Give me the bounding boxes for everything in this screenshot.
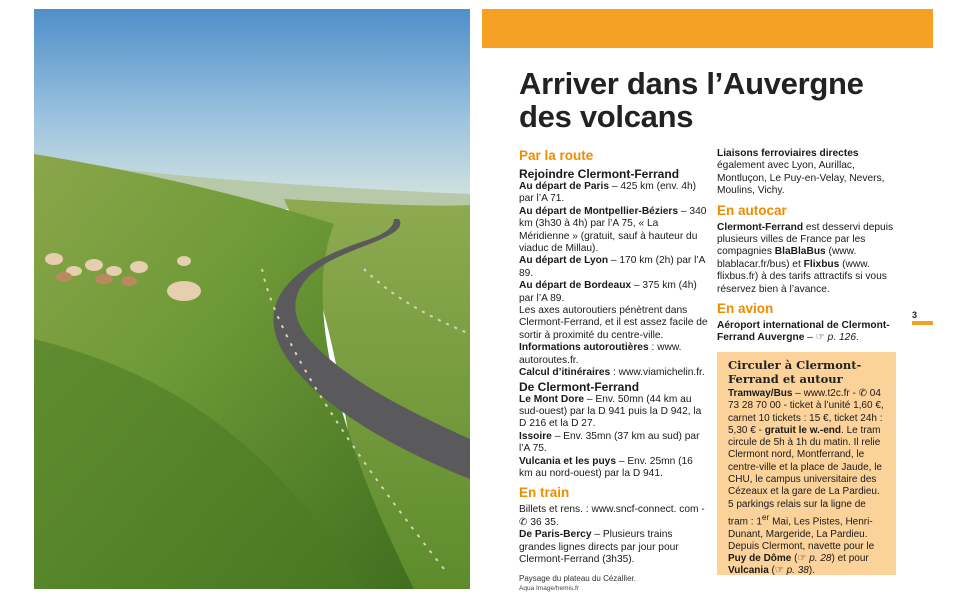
issoire-label: Issoire: [519, 430, 552, 442]
lyon-label: Au départ de Lyon: [519, 255, 609, 267]
page-number: 3: [912, 310, 918, 320]
montpellier-text: – 340 km (3h30 à 4h) par l’A 75, « La Méridienne » (gratuit, sauf à hauteur du viaduc de Millau).: [519, 205, 707, 255]
tram-entry: [728, 388, 887, 541]
vulcania-label: Vulcania et les puys: [519, 455, 617, 467]
puy-label: Puy de Dôme: [728, 553, 792, 565]
billets-text: Billets et rens. : www.sncf-connect. com -: [519, 504, 705, 516]
phone-icon: ✆: [858, 388, 870, 399]
parisbercy-entry: [519, 529, 709, 566]
photo-caption: [519, 574, 636, 594]
tram-free: gratuit le w.-end: [764, 424, 842, 436]
subheading-rejoindre: Rejoindre Clermont-Ferrand: [519, 167, 680, 181]
parisbercy-label: De Paris-Bercy: [519, 529, 592, 541]
page-title: Arriver dans l’Auvergne des volcans: [519, 66, 864, 134]
column-left: [519, 148, 709, 566]
montdore-text: – Env. 50mn (44 km au sud-ouest) par la D 941 puis la D 942, la D 216 et la D 27.: [519, 393, 702, 430]
autocar-text1: est desservi depuis plusieurs villes de France par les compagnies: [717, 221, 894, 258]
tram-text3: . Le tram circule de 5h à 1h du matin. Il relie Clermont nord, Montferrand, le centre-ville et la place de Jaude, le CHU, le campus universitaire des Cézeaux et la gare de La Pardieu. 5 parkings relais sur la ligne de tram : 1: [728, 424, 882, 528]
vulcania-entry: [519, 456, 709, 481]
orange-header-band: [482, 9, 933, 48]
see-reference-icon: ☞: [774, 565, 787, 577]
tram-label: Tramway/Bus: [728, 388, 793, 399]
tram-sup: er: [761, 511, 770, 522]
info-text: : www. autoroutes.fr.: [519, 342, 682, 366]
autocar-entry: [717, 222, 903, 296]
subheading-de-clermont: De Clermont-Ferrand: [519, 379, 640, 394]
autocar-text2: (www. blablacar.fr/bus) et: [717, 246, 857, 270]
axes-text: Les axes autoroutiers pénètrent dans Clermont-Ferrand, et il est assez facile de sortir à proximité du centre-ville.: [519, 305, 708, 341]
autocar-text3: (www. flixbus.fr) à des tarifs attractifs si vous réservez bien à l’avance.: [717, 258, 887, 295]
info-label: Informations autoroutières: [519, 342, 649, 354]
liaisons-entry: [717, 148, 903, 198]
airport-ref: p. 126: [827, 332, 856, 344]
heading-en-autocar: En autocar: [717, 202, 787, 218]
lyon-entry: [519, 255, 709, 280]
montdore-entry: [519, 394, 709, 431]
column-right: [717, 148, 903, 345]
billets-entry: [519, 504, 709, 529]
bordeaux-entry: [519, 280, 709, 305]
box-vulcania-ref: p. 38: [786, 565, 809, 577]
navette-entry: Depuis Clermont, navette pour le Puy de Dôme (☞ p. 28) et pour Vulcania (☞ p. 38).: [728, 540, 875, 577]
box-vulcania-label: Vulcania: [728, 565, 769, 577]
bordeaux-label: Au départ de Bordeaux: [519, 280, 632, 292]
parisbercy-text: – Plusieurs trains grandes lignes directs par jour pour Clermont-Ferrand (3h35).: [519, 529, 679, 565]
vulcania-text: – Env. 25mn (16 km au nord-ouest) par la D 941.: [519, 455, 693, 479]
calc-text: : www.viamichelin.fr.: [610, 367, 705, 379]
montdore-label: Le Mont Dore: [519, 393, 585, 405]
airport-end: .: [856, 332, 859, 344]
bordeaux-text: – 375 km (4h) par l’A 89.: [519, 280, 697, 304]
airport-entry: [717, 320, 903, 345]
heading-par-la-route: Par la route: [519, 148, 594, 163]
issoire-text: – Env. 35mn (37 km au sud) par l’A 75.: [519, 430, 700, 455]
montpellier-entry: [519, 206, 709, 256]
flixbus-label: Flixbus: [803, 258, 840, 270]
box-heading: Circuler à Clermont-Ferrand et autour: [728, 358, 862, 386]
airport-label: Aéroport international de Clermont-Ferrand Auvergne: [717, 320, 890, 344]
liaisons-label: Liaisons ferroviaires directes: [717, 148, 859, 159]
navette-text: Depuis Clermont, navette pour le: [728, 540, 875, 552]
caption-text: Paysage du plateau du Cézallier.: [519, 574, 636, 583]
photo-credit: Aqua Image/hemis.fr: [519, 585, 579, 592]
paris-label: Au départ de Paris: [519, 181, 610, 192]
blablabus-label: BlaBlaBus: [774, 246, 826, 258]
tram-text4: Mai, Les Pistes, Henri-Dunant, Margeride, La Pardieu.: [728, 516, 873, 540]
montpellier-label: Au départ de Montpellier-Béziers: [519, 205, 679, 217]
see-reference-icon: ☞: [797, 553, 810, 565]
issoire-entry: [519, 431, 709, 456]
landscape-photo: [34, 9, 470, 589]
puy-ref: p. 28: [809, 553, 832, 565]
navette-mid: et pour: [834, 553, 869, 565]
autocar-clermont-label: Clermont-Ferrand: [717, 221, 804, 233]
billets-phone: 36 35.: [530, 516, 559, 528]
tram-text1: – www.t2c.fr -: [792, 388, 859, 399]
calc-entry: [519, 367, 709, 379]
airport-sep: –: [804, 332, 816, 344]
tram-text2: 04 73 28 70 00 - ticket à l’unité 1,60 €, carnet 10 tickets : 15 €, ticket 24h : 5,30 € -: [728, 388, 884, 436]
phone-icon: ✆: [519, 516, 531, 528]
calc-label: Calcul d’itinéraires: [519, 367, 611, 379]
page-number-bar: [912, 321, 933, 325]
info-entry: [519, 342, 709, 367]
paris-entry: [519, 181, 709, 206]
liaisons-text: également avec Lyon, Aurillac, Montluçon, Le Puy-en-Velay, Nevers, Moulins, Vichy.: [717, 160, 885, 197]
circuler-info-box: [717, 352, 896, 575]
see-reference-icon: ☞: [815, 332, 828, 344]
lyon-text: – 170 km (2h) par l’A 89.: [519, 255, 705, 279]
paris-text: – 425 km (env. 4h) par l’A 71.: [519, 181, 697, 205]
heading-en-avion: En avion: [717, 301, 774, 317]
heading-en-train: En train: [519, 485, 570, 501]
